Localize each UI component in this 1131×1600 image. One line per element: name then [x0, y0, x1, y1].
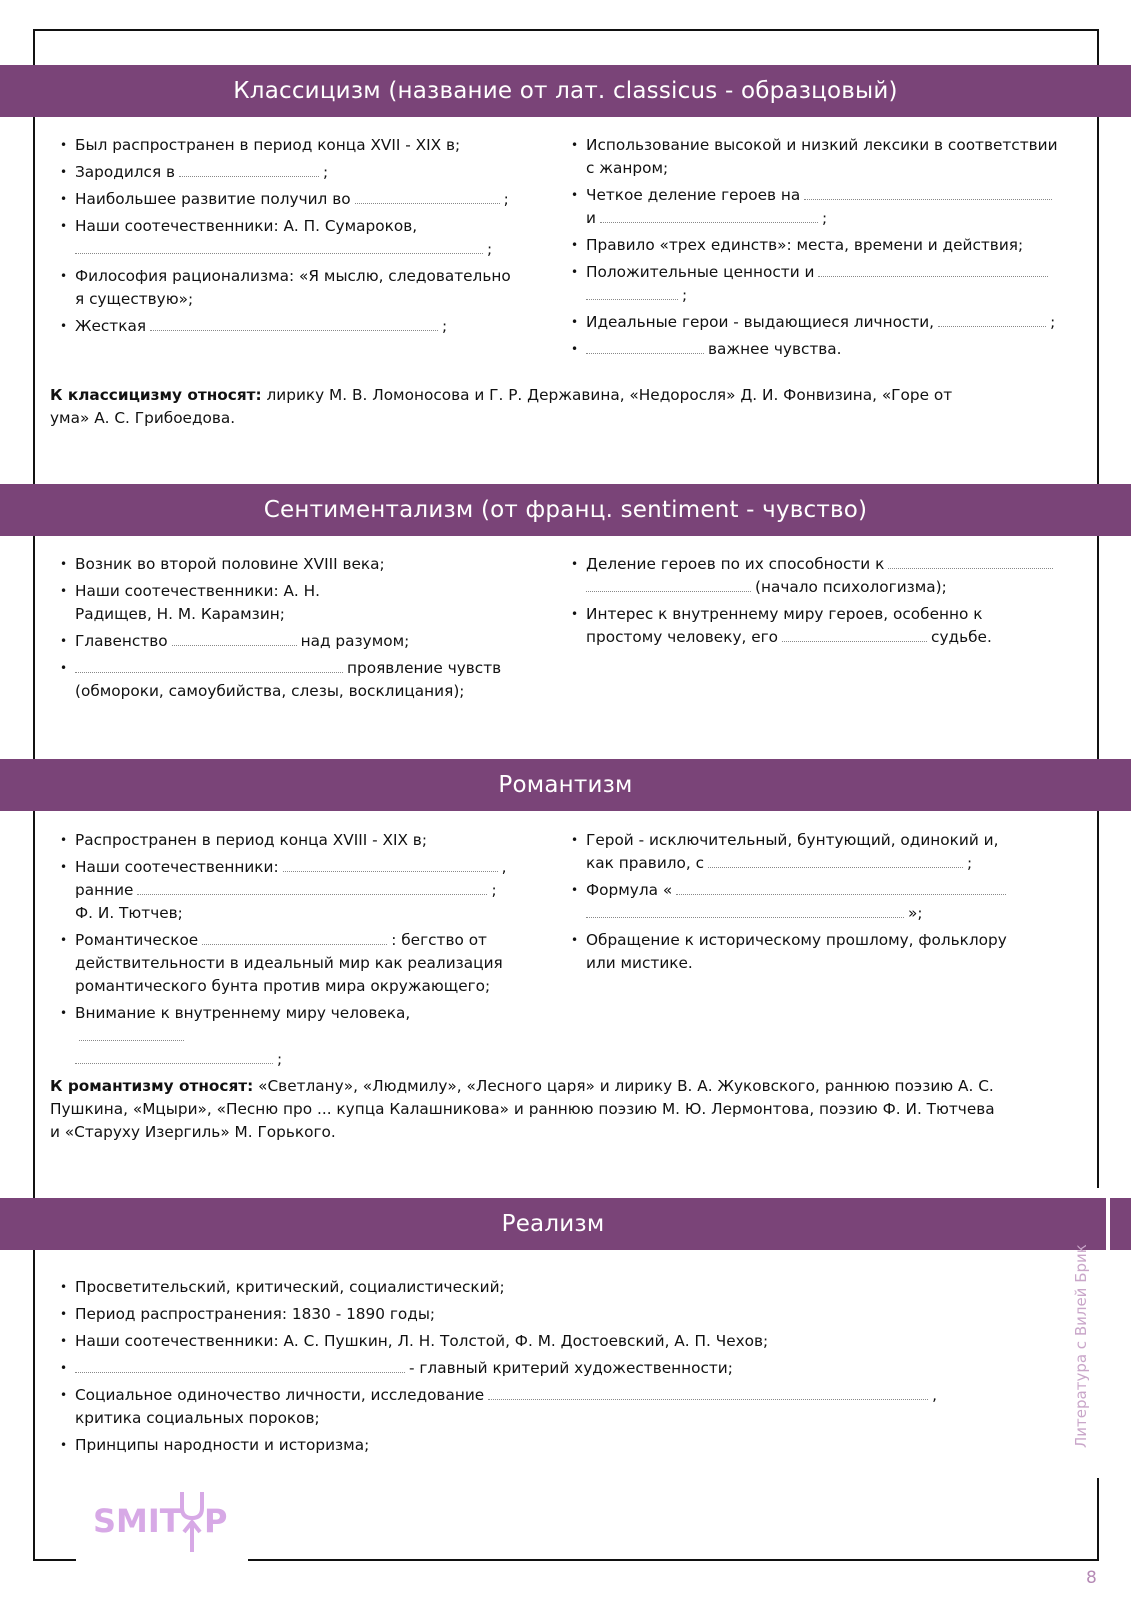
romanticism-note: К романтизму относят: «Светлану», «Людмилу», «Лесного царя» и лирику В. А. Жуковского, раннюю поэзию А. С. Пушкина, «Мцыри», «Песню про ... купца Калашникова» и раннюю поэзию М. Ю. Лермонтова, поэзию Ф. И. Тютчева и «Старуху Изергиль» М. Горького.	[50, 1077, 995, 1141]
list-item: • Деление героев по их способности к (начало психологизма);	[561, 553, 1061, 599]
list-item: • Философия рационализма: «Я мыслю, следовательно я существую»;	[50, 265, 520, 311]
classicism-note: К классицизму относят: лирику М. В. Ломоносова и Г. Р. Державина, «Недоросля» Д. И. Фонвизина, «Горе от ума» А. С. Грибоедова.	[50, 386, 953, 427]
list-item: • Распространен в период конца XVIII - XIX в;	[50, 829, 520, 852]
list-item: • Положительные ценности и ;	[561, 261, 1061, 307]
section-header-sentimentalism: Сентиментализм (от франц. sentiment - чувство)	[0, 484, 1131, 536]
list-item: • Главенство над разумом;	[50, 630, 520, 653]
classicism-left-list	[50, 134, 520, 342]
section-header-realism: Реализм	[0, 1198, 1106, 1250]
list-item: • Романтическое : бегство от действительности в идеальный мир как реализация романтического бунта против мира окружающего;	[50, 929, 520, 998]
list-item: • Наши соотечественники: А. П. Сумароков, ;	[50, 215, 520, 261]
sentimentalism-left-list	[50, 553, 520, 707]
svg-text:P: P	[204, 1502, 228, 1540]
list-item: • Формула « »;	[561, 879, 1061, 925]
list-item: • Социальное одиночество личности, исследование , критика социальных пороков;	[50, 1384, 1030, 1430]
list-item: • проявление чувств (обмороки, самоубийства, слезы, восклицания);	[50, 657, 520, 703]
sentimentalism-right-list	[561, 553, 1061, 653]
list-item: • Наши соотечественники: А. Н. Радищев, Н. М. Карамзин;	[50, 580, 520, 626]
romanticism-left-list	[50, 829, 520, 1075]
svg-text:SMIT: SMIT	[93, 1502, 182, 1540]
list-item: • Возник во второй половине XVIII века;	[50, 553, 520, 576]
list-item: • Принципы народности и историзма;	[50, 1434, 1030, 1457]
list-item: • - главный критерий художественности;	[50, 1357, 1030, 1380]
page-number: 8	[1086, 1568, 1097, 1588]
list-item: • Наибольшее развитие получил во ;	[50, 188, 520, 211]
side-tab	[1110, 1198, 1131, 1250]
list-item: • важнее чувства.	[561, 338, 1061, 361]
list-item: • Наши соотечественники: , ранние ; Ф. И. Тютчев;	[50, 856, 520, 925]
classicism-right-list	[561, 134, 1061, 365]
romanticism-right-list	[561, 829, 1061, 979]
list-item: • Наши соотечественники: А. С. Пушкин, Л. Н. Толстой, Ф. М. Достоевский, А. П. Чехов;	[50, 1330, 1030, 1353]
list-item: • Использование высокой и низкий лексики в соответствии с жанром;	[561, 134, 1061, 180]
list-item: • Просветительский, критический, социалистический;	[50, 1276, 1030, 1299]
section-header-classicism: Классицизм (название от лат. classicus - образцовый)	[0, 65, 1131, 117]
logo-graphic	[93, 1484, 233, 1556]
list-item: • Идеальные герои - выдающиеся личности, ;	[561, 311, 1061, 334]
list-item: • Герой - исключительный, бунтующий, одинокий и, как правило, с ;	[561, 829, 1061, 875]
list-item: • Четкое деление героев на и ;	[561, 184, 1061, 230]
smitup-logo	[93, 1484, 233, 1556]
section-header-romanticism: Романтизм	[0, 759, 1131, 811]
list-item: • Обращение к историческому прошлому, фольклору или мистике.	[561, 929, 1061, 975]
list-item: • Был распространен в период конца XVII - XIX в;	[50, 134, 520, 157]
list-item: • Жесткая ;	[50, 315, 520, 338]
list-item: • Интерес к внутреннему миру героев, особенно к простому человеку, его судьбе.	[561, 603, 1061, 649]
list-item: • Правило «трех единств»: места, времени и действия;	[561, 234, 1061, 257]
frame-gap	[76, 1555, 248, 1565]
list-item: • Период распространения: 1830 - 1890 годы;	[50, 1303, 1030, 1326]
list-item: • Зародился в ;	[50, 161, 520, 184]
list-item: • Внимание к внутреннему миру человека, ;	[50, 1002, 520, 1071]
sidebar-caption: Литература с Вилей Брик	[1072, 1244, 1090, 1448]
realism-list	[50, 1276, 1030, 1461]
